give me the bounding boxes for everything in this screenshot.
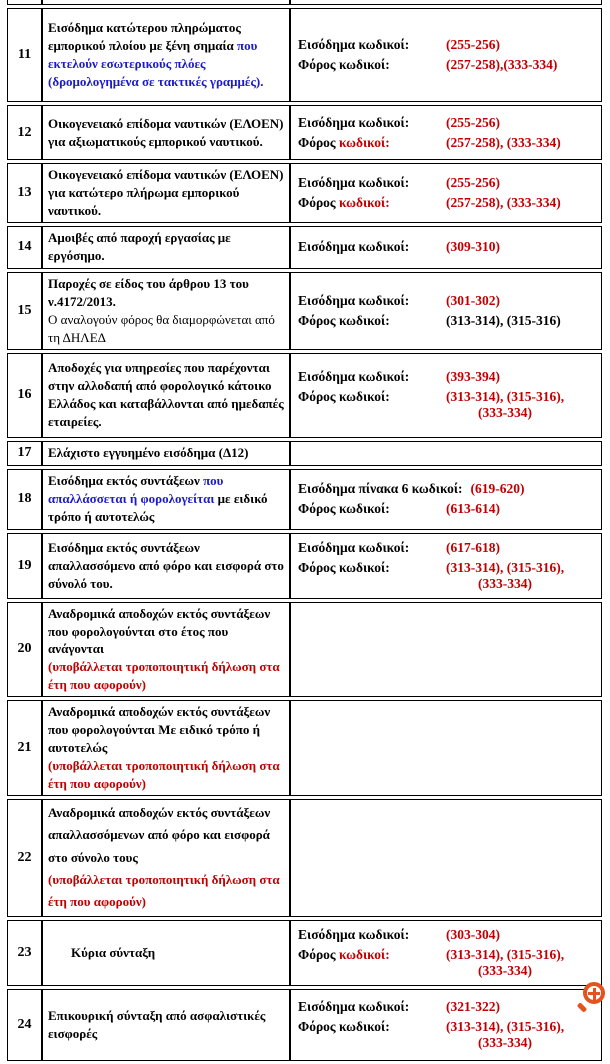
code-values: (301-302) (446, 292, 500, 308)
row-number: 11 (7, 8, 42, 102)
cutoff-cell (42, 0, 290, 5)
code-line (298, 115, 594, 131)
table-row (7, 163, 602, 223)
code-line (298, 369, 594, 385)
table-row (7, 700, 602, 796)
row-codes (290, 920, 602, 986)
table-row (7, 353, 602, 438)
code-label: Φόρος κωδικοί: (298, 134, 390, 150)
row-codes (290, 226, 602, 269)
row-description (42, 700, 290, 796)
code-label: Εισόδημα κωδικοί: (298, 37, 410, 52)
code-label: Φόρος κωδικοί: (298, 1018, 390, 1034)
code-values: (255-256) (446, 174, 500, 190)
row-description (42, 8, 290, 102)
code-label: Φόρος κωδικοί: (298, 389, 390, 405)
code-line (298, 999, 594, 1015)
row-number: 24 (7, 989, 42, 1061)
row-description (42, 105, 290, 160)
code-label: Εισόδημα κωδικοί: (298, 174, 410, 190)
row-number: 16 (7, 353, 42, 438)
row-number: 18 (7, 469, 42, 530)
row-description (42, 163, 290, 223)
table-body (7, 0, 602, 1061)
code-values: (613-614) (446, 501, 500, 517)
code-label: Φόρος κωδικοί: (298, 501, 390, 517)
code-line (298, 37, 594, 53)
code-values: (255-256) (446, 37, 500, 52)
code-values: (257-258),(333-334) (446, 57, 558, 72)
code-line (298, 313, 594, 329)
row-codes (290, 469, 602, 530)
code-line (298, 481, 594, 497)
code-line (298, 175, 594, 191)
code-values: (619-620) (470, 481, 525, 497)
code-line (298, 293, 594, 309)
code-label: Εισόδημα κωδικοί: (298, 292, 410, 308)
code-values: (303-304) (446, 926, 500, 942)
table-row (7, 920, 602, 986)
code-line (298, 947, 594, 979)
row-codes (290, 989, 602, 1061)
description-text: (υποβάλλεται τροποποιητική δήλωση στα έτη που αφορούν) (48, 758, 280, 791)
description-text: που εκτελούν εσωτερικούς πλόες (δρομολογημένα σε τακτικές γραμμές). (48, 38, 264, 89)
code-values: (313-314), (315-316) (446, 312, 561, 328)
description-text: Αμοιβές από παροχή εργασίας με εργόσημο. (48, 230, 231, 264)
description-text: Αναδρομικά αποδοχών εκτός συντάξεων που φορολογούνται στο έτος που ανάγονται (48, 605, 271, 657)
code-line (298, 501, 594, 517)
zoom-in-icon[interactable] (576, 981, 606, 1011)
description-text: Αποδοχές για υπηρεσίες που παρέχονται στην αλλοδαπή από φορολογικό κάτοικο Ελλάδος και καταβάλλονται από ημεδαπές εταιρείες. (48, 360, 284, 429)
description-text: με ειδικό τρόπο ή αυτοτελώς (48, 491, 268, 525)
code-values: (393-394) (446, 369, 500, 385)
row-codes (290, 353, 602, 438)
row-codes (290, 8, 602, 102)
code-values: (255-256) (446, 114, 500, 130)
table-row (7, 799, 602, 917)
row-number: 14 (7, 226, 42, 269)
code-label: Φόρος κωδικοί: (298, 312, 390, 328)
table-row (7, 105, 602, 160)
code-line (298, 239, 594, 255)
code-values: (313-314), (315-316), (333-334) (446, 559, 565, 591)
code-line (298, 1019, 594, 1051)
row-number: 17 (7, 441, 42, 466)
row-description (42, 353, 290, 438)
tax-codes-table (7, 0, 602, 1064)
row-description (42, 469, 290, 530)
description-text: Κύρια σύνταξη (71, 944, 156, 960)
code-values: (313-314), (315-316), (333-334) (446, 946, 565, 978)
cutoff-cell (7, 0, 42, 5)
code-values: (313-314), (315-316), (333-334) (446, 389, 565, 421)
row-description (42, 799, 290, 917)
row-codes (290, 799, 602, 917)
code-line (298, 540, 594, 556)
description-text: (υποβάλλεται τροποποιητική δήλωση στα έτη που αφορούν) (48, 872, 280, 910)
table-row (7, 602, 602, 698)
row-codes (290, 163, 602, 223)
row-number: 21 (7, 700, 42, 796)
code-values: (313-314), (315-316), (333-334) (446, 1018, 565, 1050)
plus-icon (593, 988, 596, 1000)
code-line (298, 927, 594, 943)
description-text: Οικογενειακό επίδομα ναυτικών (ΕΛΟΕΝ) για αξιωματικούς εμπορικού ναυτικού. (48, 115, 284, 149)
row-description (42, 441, 290, 466)
row-codes (290, 105, 602, 160)
description-text: Ο αναλογούν φόρος θα διαμορφώνεται από τη ΔΗΛΕΔ (48, 311, 275, 345)
table-row (7, 226, 602, 269)
code-label: Εισόδημα κωδικοί: (298, 114, 410, 130)
description-text: (υποβάλλεται τροποποιητική δήλωση στα έτη που αφορούν) (48, 659, 280, 693)
row-description (42, 989, 290, 1061)
code-label: Φόρος κωδικοί: (298, 194, 390, 210)
table-row (7, 533, 602, 599)
row-number: 13 (7, 163, 42, 223)
row-codes (290, 533, 602, 599)
table-row (7, 8, 602, 102)
description-text: Οικογενειακό επίδομα ναυτικών (ΕΛΟΕΝ) για κατώτερο πλήρωμα εμπορικού ναυτικού. (48, 167, 284, 218)
row-description (42, 920, 290, 986)
code-label: Εισόδημα κωδικοί: (298, 369, 410, 385)
code-values: (321-322) (446, 998, 500, 1014)
code-line (298, 389, 594, 421)
code-line (298, 560, 594, 592)
code-line (298, 57, 594, 73)
description-text: Εισόδημα εκτός συντάξεων (48, 473, 204, 489)
table-row (7, 989, 602, 1061)
code-values: (257-258), (333-334) (446, 134, 561, 150)
table-row-cutoff (7, 0, 602, 5)
row-description (42, 272, 290, 350)
code-line (298, 135, 594, 151)
row-number: 22 (7, 799, 42, 917)
code-values: (309-310) (446, 239, 500, 255)
code-line (298, 195, 594, 211)
description-text: Παροχές σε είδος του άρθρου 13 του ν.4172/2013. (48, 275, 249, 309)
row-codes (290, 441, 602, 466)
table-row (7, 272, 602, 350)
description-text: Αναδρομικά αποδοχών εκτός συντάξεων απαλλασσόμενων από φόρο και εισφορά στο σύνολο τους (48, 804, 271, 865)
row-number: 15 (7, 272, 42, 350)
code-label: Φόρος κωδικοί: (298, 57, 390, 72)
description-text: Ελάχιστο εγγυημένο εισόδημα (Δ12) (48, 445, 249, 461)
row-description (42, 226, 290, 269)
code-label: Εισόδημα κωδικοί: (298, 998, 410, 1014)
row-number: 20 (7, 602, 42, 698)
code-values: (257-258), (333-334) (446, 194, 561, 210)
code-label: Εισόδημα κωδικοί: (298, 926, 410, 942)
description-text: Αναδρομικά αποδοχών εκτός συντάξεων που φορολογούνται Με ειδικό τρόπο ή αυτοτελώς (48, 704, 271, 756)
code-label: Φόρος κωδικοί: (298, 559, 390, 575)
row-description (42, 602, 290, 698)
description-text: που απαλλάσσεται ή φορολογείται (48, 473, 224, 507)
code-label: Φόρος κωδικοί: (298, 946, 390, 962)
description-text: Επικουρική σύνταξη από ασφαλιστικές εισφορές (48, 1007, 266, 1041)
code-label: Εισόδημα πίνακα 6 κωδικοί: (298, 481, 463, 497)
description-text: Εισόδημα εκτός συντάξεων απαλλασσόμενο από φόρο και εισφορά στο σύνολό του. (48, 539, 284, 591)
code-label: Εισόδημα κωδικοί: (298, 239, 410, 255)
code-values: (617-618) (446, 539, 500, 555)
table-row (7, 469, 602, 530)
code-label: Εισόδημα κωδικοί: (298, 539, 410, 555)
description-text: Εισόδημα κατώτερου πληρώματος εμπορικού πλοίου με ξένη σημαία (48, 20, 241, 54)
row-codes (290, 602, 602, 698)
row-number: 12 (7, 105, 42, 160)
row-number: 23 (7, 920, 42, 986)
row-number: 19 (7, 533, 42, 599)
row-codes (290, 272, 602, 350)
row-codes (290, 700, 602, 796)
table-row (7, 441, 602, 466)
row-description (42, 533, 290, 599)
cutoff-cell (290, 0, 602, 5)
